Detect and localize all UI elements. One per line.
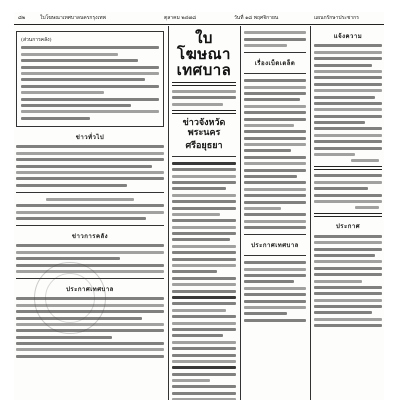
section-heading-proclamation: ประกาศ bbox=[335, 223, 361, 231]
header-section: แผนกรักษาประชากร bbox=[314, 15, 359, 21]
province-news-subheading: ศรีอยุธยา bbox=[185, 140, 223, 151]
paper-name: ใบโฆษณาเทศบาลนครกรุงเทพ bbox=[40, 15, 106, 21]
column-divider bbox=[310, 26, 311, 400]
newspaper-page bbox=[14, 12, 384, 400]
notice-box bbox=[16, 31, 164, 127]
section-heading-misc: เรื่องเบ็ดเตล็ด bbox=[254, 60, 296, 68]
week-info: วันที่ ๑๘ พฤศจิกายน bbox=[234, 15, 279, 21]
page-header bbox=[14, 12, 384, 25]
column-3 bbox=[244, 28, 306, 400]
masthead-title: ใบโฆษณาเทศบาล bbox=[176, 29, 232, 79]
notice-box-label: (ส่วนการคลัง) bbox=[21, 37, 52, 43]
section-heading-finance: ข่าวการคลัง bbox=[71, 232, 109, 240]
section-heading-municipal: ประกาศเทศบาล bbox=[251, 242, 299, 250]
column-4 bbox=[314, 28, 382, 400]
section-heading-general: ข่าวทั่วไป bbox=[75, 134, 105, 142]
column-divider bbox=[168, 26, 169, 400]
column-1 bbox=[16, 28, 164, 400]
page-number: ๘๒ bbox=[18, 15, 26, 21]
section-heading-notice: แจ้งความ bbox=[333, 33, 363, 40]
issue-date: ตุลาคม ๒๔๗๘ bbox=[164, 15, 197, 21]
column-2 bbox=[172, 28, 236, 400]
column-divider bbox=[240, 26, 241, 400]
province-news-heading: ข่าวจังหวัดพระนคร bbox=[182, 117, 226, 138]
section-heading-announcement: ประกาศเทศบาล bbox=[66, 285, 114, 293]
faded-seal-mark bbox=[34, 262, 106, 334]
